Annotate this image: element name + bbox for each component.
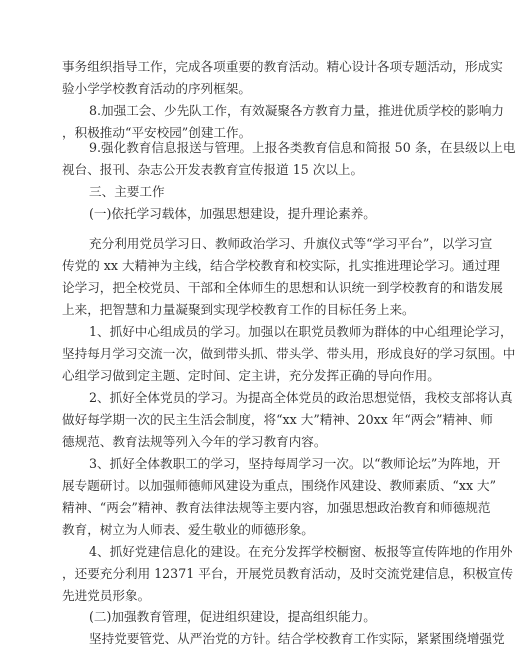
paragraph-item-3: [62, 453, 501, 541]
paragraph-item-9: [62, 137, 515, 181]
text-line: 2、抓好全体党员的学习。为提高全体党员的政治思想觉悟，我校支部将认真: [89, 390, 513, 405]
text-line: ，积极推动“平安校园”创建工作。: [62, 125, 252, 140]
text-line: 1、抓好中心组成员的学习。加强以在职党员教师为群体的中心组理论学习，: [89, 324, 513, 339]
text-line: 论学习，把全校党员、干部和全体师生的思想和认识统一到学校教育的和谐发展: [62, 280, 503, 295]
text-line: 验小学学校教育活动的序列框架。: [62, 81, 251, 96]
paragraph-item-4: [62, 541, 514, 607]
heading-text: 三、主要工作: [89, 184, 165, 199]
text-line: 4、抓好党建信息化的建设。在充分发挥学校橱窗、板报等宣传阵地的作用外: [89, 544, 513, 559]
text-line: 德规范、教育法规等列入今年的学习教育内容。: [62, 434, 327, 449]
text-line: 心组学习做到定主题、定时间、定主讲，充分发挥正确的导向作用。: [62, 368, 440, 383]
text-line: 9.强化教育信息报送与管理。上报各类教育信息和简报 50 条，在县级以上电: [89, 140, 515, 155]
heading-text: (二)加强教育管理，促进组织建设，提高组织能力。: [89, 609, 376, 624]
text-line: 做好每学期一次的民主生活会制度，将“xx 大”精神、20xx 年“两会”精神、师: [62, 412, 493, 427]
paragraph-item-2: [62, 387, 513, 453]
paragraph-study-platform: [62, 233, 503, 321]
subsection-heading-2: [62, 606, 444, 628]
text-line: 坚持每月学习交流一次，做到带头抓、带头学、带头用，形成良好的学习氛围。中: [62, 346, 515, 361]
paragraph-item-1: [62, 321, 515, 387]
text-line: 充分利用党员学习日、教师政治学习、升旗仪式等“学习平台”，以学习宣: [89, 236, 493, 251]
text-line: 坚持党要管党、从严治党的方针。结合学校教育工作实际，紧紧围绕增强党: [89, 631, 505, 646]
text-line: 精神、“两会”精神、教育法律法规等主要内容，加强思想政治教育和师德规范: [62, 500, 491, 515]
text-line: 教育，树立为人师表、爱生敬业的师德形象。: [62, 522, 314, 537]
paragraph-party-management: [62, 628, 505, 650]
text-line: 先进党员形象。: [62, 588, 151, 603]
text-line: 上来，把智慧和力量凝聚到实现学校教育工作的目标任务上来。: [62, 302, 415, 317]
text-line: 传党的 xx 大精神为主线，结合学校教育和校实际，扎实推进理论学习。通过理: [62, 258, 500, 273]
text-line: 展专题研讨。以加强师德师风建设为重点，围绕作风建设、教师素质、“xx 大”: [62, 478, 497, 493]
text-line: 8.加强工会、少先队工作，有效凝聚各方教育力量，推进优质学校的影响力: [89, 103, 505, 118]
paragraph-1: [62, 56, 503, 100]
text-line: 视台、报刊、杂志公开发表教育宣传报道 15 次以上。: [62, 162, 364, 177]
text-line: ，还要充分利用 12371 平台，开展党员教育活动，及时交流党建信息，积极宣传: [62, 566, 514, 581]
text-line: 事务组织指导工作，完成各项重要的教育活动。精心设计各项专题活动，形成实: [62, 59, 503, 74]
subsection-heading-1: [62, 203, 444, 225]
heading-text: (一)依托学习载体，加强思想建设，提升理论素养。: [89, 206, 376, 221]
text-line: 3、抓好全体教职工的学习，坚持每周学习一次。以“教师论坛”为阵地，开: [89, 456, 501, 471]
section-heading-main-work: [62, 181, 444, 203]
